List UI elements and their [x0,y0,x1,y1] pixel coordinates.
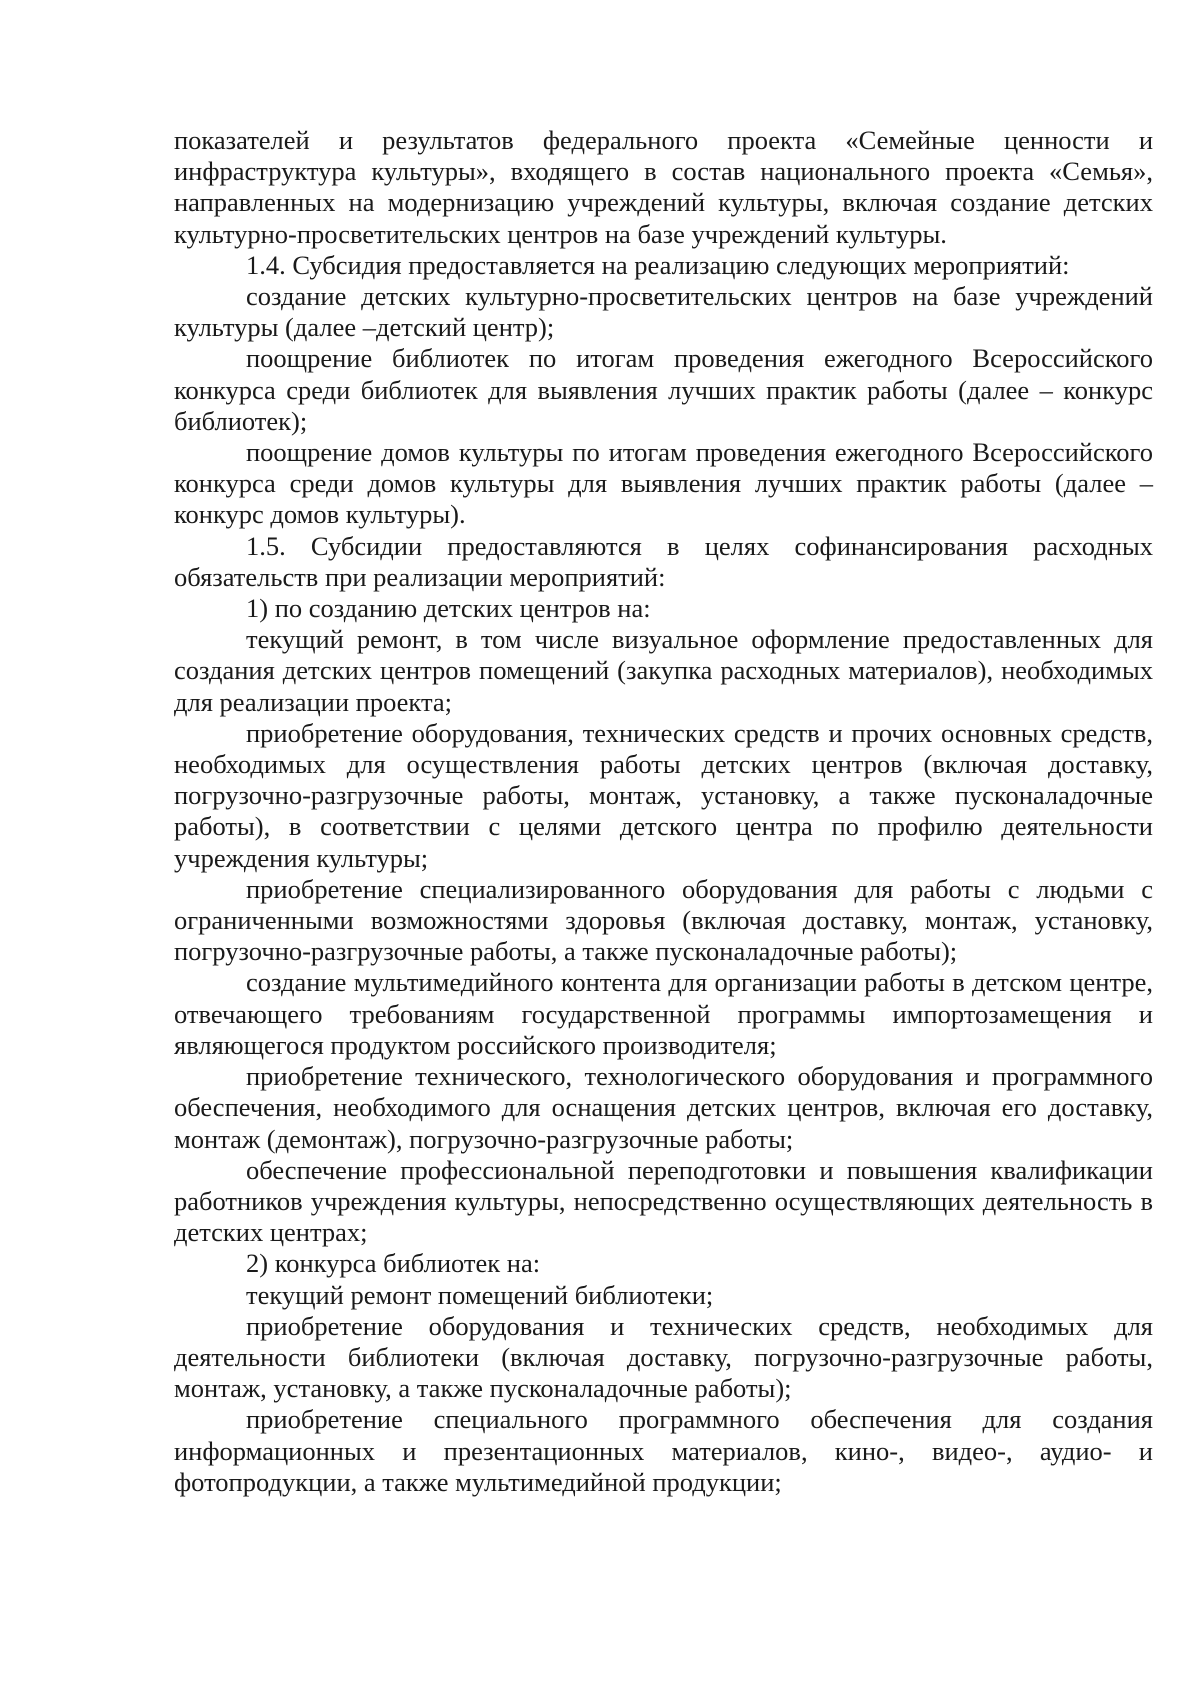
list-item-training: обеспечение профессиональной переподготовки и повышения квалификации работников учреждения культуры, непосредственно осуществляющих деятельность в детских центрах; [174,1154,1153,1248]
list-item-library-equipment: приобретение оборудования и технических средств, необходимых для деятельности библиотеки (включая доставку, погрузочно-разгрузочные работы, монтаж, установку, а также пусконаладочные работы); [174,1310,1153,1404]
subitem-2-heading: 2) конкурса библиотек на: [246,1248,541,1279]
list-item-technical-equipment: приобретение технического, технологического оборудования и программного обеспечения, необходимого для оснащения детских центров, включая его доставку, монтаж (демонтаж), погрузочно-разгрузочные работы; [174,1061,1153,1154]
document-body [174,125,1153,1498]
list-item-library-repair: текущий ремонт помещений библиотеки; [246,1279,714,1310]
paragraph-1-5: 1.5. Субсидии предоставляются в целях софинансирования расходных обязательств при реализации мероприятий: [174,530,1153,592]
list-item-repair: текущий ремонт, в том числе визуальное оформление предоставленных для создания детских центров помещений (закупка расходных материалов), необходимых для реализации проекта; [174,624,1153,717]
list-item-children-centers: создание детских культурно-просветительских центров на базе учреждений культуры (далее –детский центр); [174,281,1153,343]
paragraph-1-4: 1.4. Субсидия предоставляется на реализацию следующих мероприятий: [246,249,1070,280]
list-item-special-equipment: приобретение специализированного оборудования для работы с людьми с ограниченными возможностями здоровья (включая доставку, монтаж, установку, погрузочно-разгрузочные работы, а также пусконаладочные работы); [174,873,1153,967]
list-item-equipment: приобретение оборудования, технических средств и прочих основных средств, необходимых для осуществления работы детских центров (включая доставку, погрузочно-разгрузочные работы, монтаж, установку, а также пусконаладочные работы), в соответствии с целями детского центра по профилю деятельности учреждения культуры; [174,717,1153,873]
list-item-culture-houses-award: поощрение домов культуры по итогам проведения ежегодного Всероссийского конкурса среди домов культуры для выявления лучших практик работы (далее – конкурс домов культуры). [174,437,1153,530]
list-item-multimedia-content: создание мультимедийного контента для организации работы в детском центре, отвечающего требованиям государственной программы импортозамещения и являющегося продуктом российского производителя; [174,967,1153,1060]
paragraph-continuation: показателей и результатов федерального проекта «Семейные ценности и инфраструктура культуры», входящего в состав национального проекта «Семья», направленных на модернизацию учреждений культуры, включая создание детских культурно-просветительских центров на базе учреждений культуры. [174,125,1153,249]
list-item-library-award: поощрение библиотек по итогам проведения ежегодного Всероссийского конкурса среди библиотек для выявления лучших практик работы (далее – конкурс библиотек); [174,343,1153,436]
list-item-library-software: приобретение специального программного обеспечения для создания информационных и презентационных материалов, кино-, видео-, аудио- и фотопродукции, а также мультимедийной продукции; [174,1404,1153,1497]
subitem-1-heading: 1) по созданию детских центров на: [246,593,651,624]
